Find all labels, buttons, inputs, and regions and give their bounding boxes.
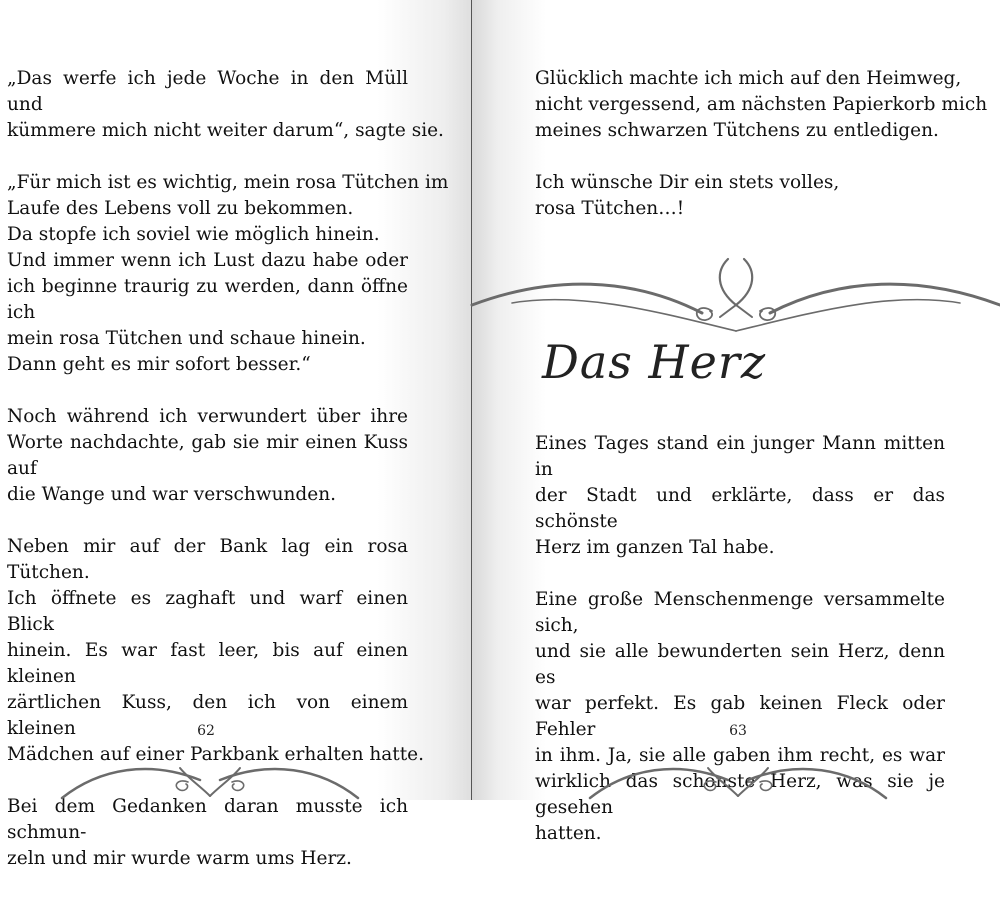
paragraph	[7, 66, 444, 144]
text-line: nicht vergessend, am nächsten Papierkorb mich	[535, 94, 988, 115]
right-page	[472, 0, 1000, 844]
left-page	[0, 0, 472, 869]
chapter-heading: Das Herz	[542, 335, 767, 389]
page-number: 63	[729, 723, 747, 739]
text-line: Laufe des Lebens voll zu bekommen.	[7, 198, 354, 219]
bottom-flourish-ornament	[60, 738, 360, 800]
text-line: die Wange und war verschwunden.	[7, 484, 337, 505]
text-line: kümmere mich nicht weiter darum“, sagte sie.	[7, 120, 444, 141]
text-line: „Das werfe ich jede Woche in den Müll und	[7, 68, 408, 115]
text-line: Mädchen auf einer Parkbank erhalten hatte.	[7, 744, 425, 765]
paragraph	[535, 431, 945, 561]
text-line: Da stopfe ich soviel wie möglich hinein.	[7, 224, 380, 245]
text-line: Neben mir auf der Bank lag ein rosa Tütchen.	[7, 536, 408, 583]
paragraph	[7, 404, 408, 508]
text-line: Glücklich machte ich mich auf den Heimweg,	[535, 68, 962, 89]
text-line: Und immer wenn ich Lust dazu habe oder	[7, 250, 408, 271]
text-line: Worte nachdachte, gab sie mir einen Kuss auf	[7, 432, 408, 479]
text-line: und sie alle bewunderten sein Herz, denn es	[535, 641, 945, 688]
text-line: zärtlichen Kuss, den ich von einem kleinen	[7, 692, 408, 739]
text-line: meines schwarzen Tütchens zu entledigen.	[535, 120, 939, 141]
right-page-text-top	[535, 66, 988, 248]
page-number: 62	[197, 723, 215, 739]
text-line: mein rosa Tütchen und schaue hinein.	[7, 328, 366, 349]
text-line: zeln und mir wurde warm ums Herz.	[7, 848, 352, 869]
text-line: hatten.	[535, 823, 602, 844]
text-line: Dann geht es mir sofort besser.“	[7, 354, 311, 375]
paragraph	[535, 66, 988, 144]
paragraph	[535, 587, 945, 847]
text-line: Ich öffnete es zaghaft und warf einen Blick	[7, 588, 408, 635]
bottom-flourish-ornament	[588, 738, 888, 800]
text-line: Noch während ich verwundert über ihre	[7, 406, 408, 427]
text-line: hinein. Es war fast leer, bis auf einen kleinen	[7, 640, 408, 687]
text-line: Ich wünsche Dir ein stets volles,	[535, 172, 840, 193]
text-line: rosa Tütchen…!	[535, 198, 685, 219]
text-line: Bei dem Gedanken daran musste ich schmun-	[7, 796, 408, 843]
text-line: Herz im ganzen Tal habe.	[535, 537, 775, 558]
right-page-text-bottom	[535, 431, 945, 873]
text-line: der Stadt und erklärte, dass er das schönste	[535, 485, 945, 532]
divider-flourish-ornament	[472, 255, 1000, 340]
paragraph	[7, 794, 408, 872]
text-line: in ihm. Ja, sie alle gaben ihm recht, es war	[535, 745, 945, 766]
text-line: „Für mich ist es wichtig, mein rosa Tütchen im	[7, 172, 449, 193]
paragraph	[7, 170, 449, 378]
text-line: war perfekt. Es gab keinen Fleck oder Fehler	[535, 693, 945, 740]
text-line: Eines Tages stand ein junger Mann mitten in	[535, 433, 945, 480]
text-line: Eine große Menschenmenge versammelte sich,	[535, 589, 945, 636]
text-line: wirklich das schönste Herz, was sie je gesehen	[535, 771, 945, 818]
text-line: ich beginne traurig zu werden, dann öffne ich	[7, 276, 408, 323]
paragraph	[535, 170, 945, 222]
